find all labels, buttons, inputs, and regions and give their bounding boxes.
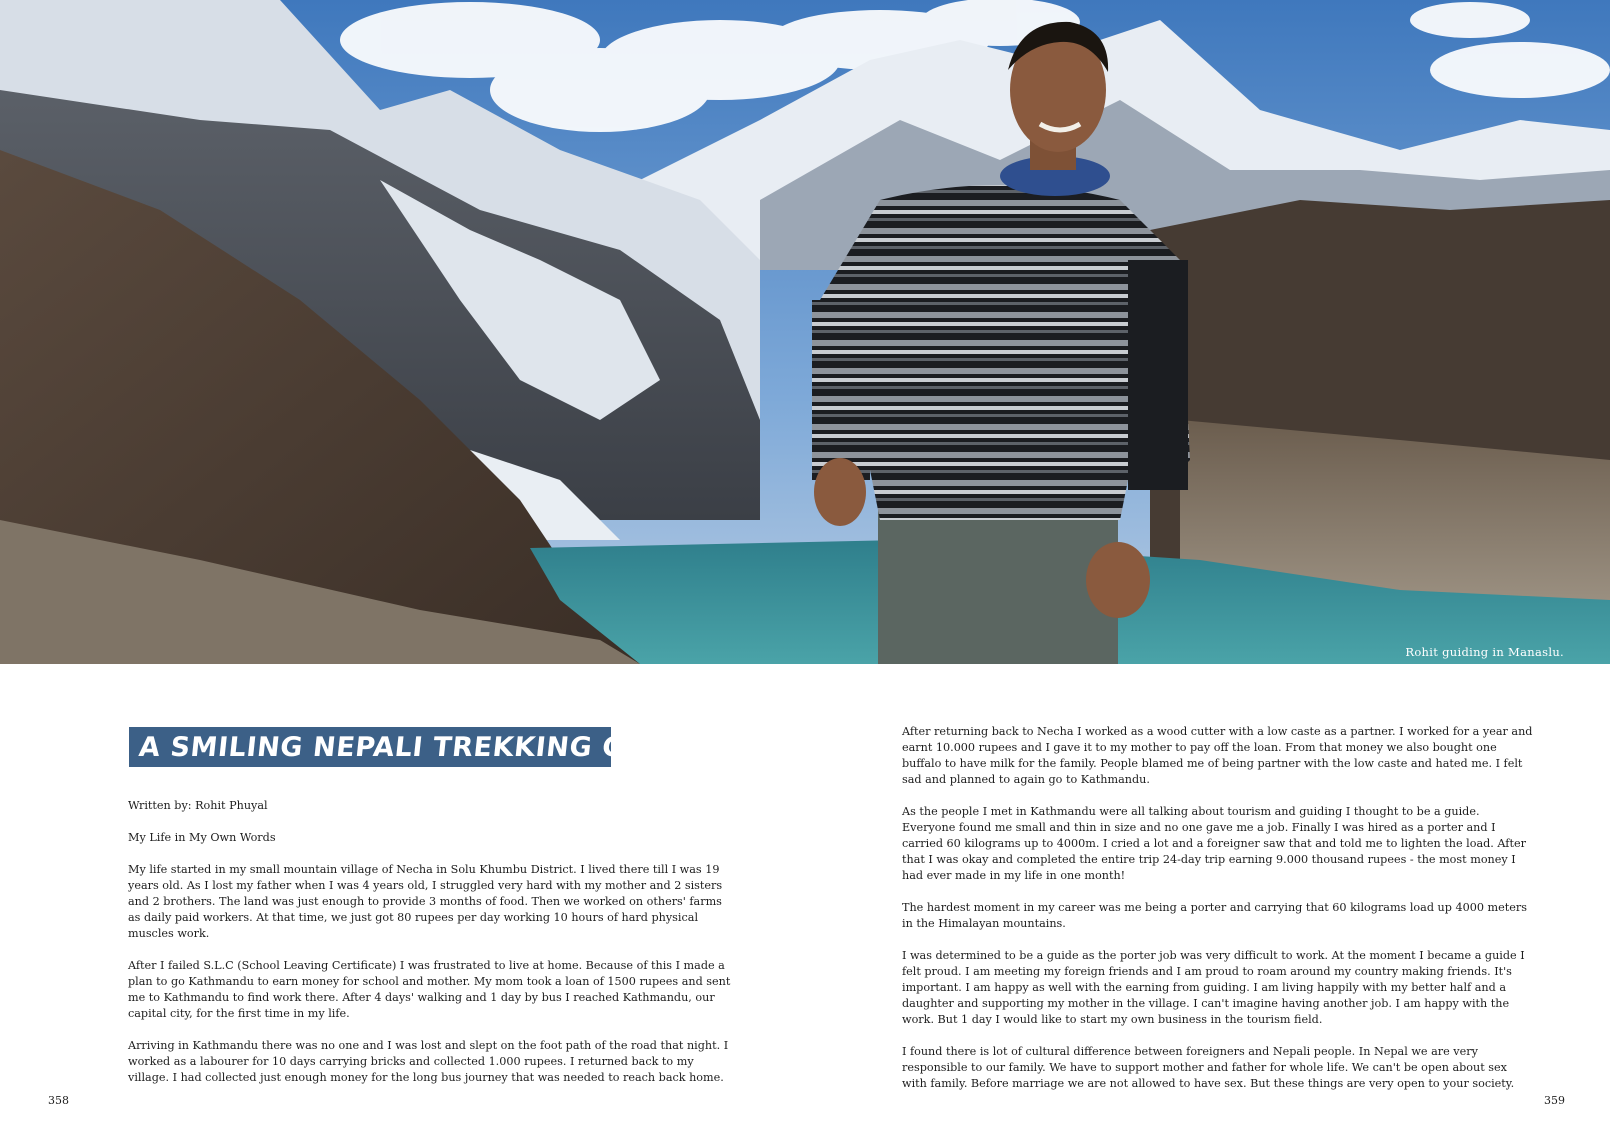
left-text-column bbox=[128, 798, 732, 1102]
paragraph: As the people I met in Kathmandu were all talking about tourism and guiding I thought to be a guide. Everyone found me small and thin in size and no one gave me a job. Finally I was hired as a porter and I carried 60 kilograms up to 4000m. I cried a lot and a foreigner saw that and told me to lighten the load. After that I was okay and completed the entire trip 24-day trip earning 9.000 thousand rupees - the most money I had ever made in my life in one month! bbox=[902, 805, 1526, 882]
paragraph: After returning back to Necha I worked as a wood cutter with a low caste as a partner. I worked for a year and earnt 10.000 rupees and I gave it to my mother to pay off the loan. From that money we also bought one buffalo to have milk for the family. People blamed me of being partner with the low caste and hated me. I felt sad and planned to again go to Kathmandu. bbox=[902, 725, 1533, 786]
paragraph: My life started in my small mountain village of Necha in Solu Khumbu District. I lived there till I was 19 years old. As I lost my father when I was 4 years old, I struggled very hard with my mother and 2 sisters and 2 brothers. The land was just enough to provide 3 months of food. Then we worked on others' farms as daily paid workers. At that time, we just got 80 rupees per day working 10 hours of hard physical muscles work. bbox=[128, 863, 723, 940]
page-number-left: 358 bbox=[48, 1094, 69, 1107]
right-text-column bbox=[902, 724, 1534, 1108]
paragraph: I found there is lot of cultural difference between foreigners and Nepali people. In Nepal we are very responsible to our family. We have to support mother and father for whole life. We can't be open about sex with family. Before marriage we are not allowed to have sex. But these things are very open to your society. bbox=[902, 1045, 1515, 1090]
paragraph: The hardest moment in my career was me being a porter and carrying that 60 kilograms load up 4000 meters in the Himalayan mountains. bbox=[902, 901, 1527, 930]
page-number-right: 359 bbox=[1544, 1094, 1565, 1107]
byline: Written by: Rohit Phuyal bbox=[128, 799, 268, 812]
article-title: A SMILING NEPALI TREKKING GUIDE bbox=[137, 731, 702, 763]
paragraph: I was determined to be a guide as the porter job was very difficult to work. At the moment I became a guide I felt proud. I am meeting my foreign friends and I am proud to roam around my country making friends. It's important. I am happy as well with the earning from guiding. I am living happily with my better half and a daughter and supporting my mother in the village. I can't imagine having another job. I am happy with the work. But 1 day I would like to start my own business in the tourism field. bbox=[902, 949, 1525, 1026]
paragraph: Arriving in Kathmandu there was no one and I was lost and slept on the foot path of the road that night. I worked as a labourer for 10 days carrying bricks and collected 1.000 rupees. I returned back to my village. I had collected just enough money for the long bus journey that was needed to reach back home. bbox=[128, 1039, 729, 1084]
article-subtitle: My Life in My Own Words bbox=[128, 831, 276, 844]
article-title-banner bbox=[129, 727, 702, 767]
paragraph: After I failed S.L.C (School Leaving Certificate) I was frustrated to live at home. Because of this I made a plan to go Kathmandu to earn money for school and mother. My mom took a loan of 1500 rupees and sent me to Kathmandu to find work there. After 4 days' walking and 1 day by bus I reached Kathmandu, our capital city, for the first time in my life. bbox=[128, 959, 731, 1020]
photo-caption: Rohit guiding in Manaslu. bbox=[1405, 645, 1564, 659]
